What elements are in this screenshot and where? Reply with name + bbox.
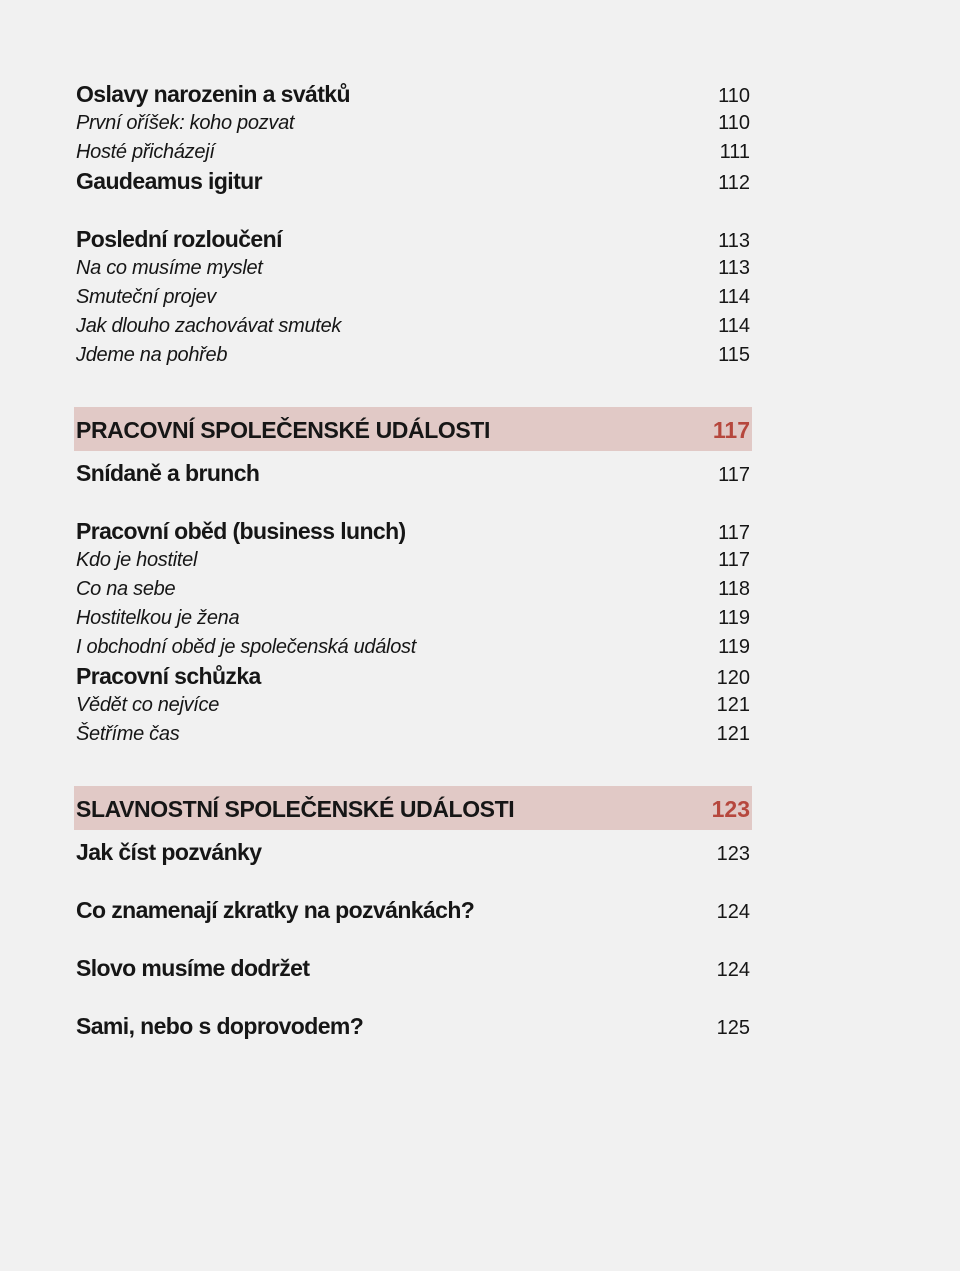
toc-page-number: 113 xyxy=(718,257,750,279)
toc-entry-subheading xyxy=(76,138,750,167)
toc-page-number: 119 xyxy=(718,607,750,629)
toc-page-number: 114 xyxy=(718,315,750,337)
section-heading xyxy=(74,786,752,830)
toc-entry-heading xyxy=(76,167,750,196)
spacer xyxy=(76,749,750,778)
toc-page-number: 123 xyxy=(716,843,750,865)
toc-page-number: 118 xyxy=(718,578,750,600)
toc-entry-subheading xyxy=(76,546,750,575)
toc-entry-heading xyxy=(76,80,750,109)
toc-page-number: 115 xyxy=(718,344,750,366)
toc-page-number: 112 xyxy=(718,172,750,194)
toc-entry-heading xyxy=(76,1012,750,1041)
toc-entry-subheading xyxy=(76,312,750,341)
section-title: SLAVNOSTNÍ SPOLEČENSKÉ UDÁLOSTI xyxy=(76,796,515,822)
toc-entry-title: Co znamenají zkratky na pozvánkách? xyxy=(76,897,475,923)
toc-entry-heading xyxy=(76,459,750,488)
section-page-number: 117 xyxy=(712,417,750,443)
toc-entry-title: Gaudeamus igitur xyxy=(76,168,262,194)
toc-entry-title: I obchodní oběd je společenská událost xyxy=(76,636,416,658)
spacer xyxy=(76,925,750,954)
section-title: PRACOVNÍ SPOLEČENSKÉ UDÁLOSTI xyxy=(76,417,490,443)
toc-entry-title: Smuteční projev xyxy=(76,286,217,308)
toc-entry-title: Hostitelkou je žena xyxy=(76,607,240,629)
toc-entry-heading xyxy=(76,896,750,925)
toc-entry-title: Sami, nebo s doprovodem? xyxy=(76,1013,364,1039)
toc-entry-title: Pracovní schůzka xyxy=(76,663,261,689)
toc-entry-subheading xyxy=(76,341,750,370)
spacer xyxy=(76,778,750,786)
toc-page-number: 119 xyxy=(718,636,750,658)
toc-entry-title: Hosté přicházejí xyxy=(76,141,215,163)
toc-page-number: 113 xyxy=(718,230,750,252)
toc-entry-title: Jdeme na pohřeb xyxy=(76,344,228,366)
toc-entry-subheading xyxy=(76,633,750,662)
toc-entry-subheading xyxy=(76,720,750,749)
toc-page-number: 110 xyxy=(718,85,750,107)
toc-entry-subheading xyxy=(76,283,750,312)
toc-page-number: 117 xyxy=(718,464,750,486)
toc-page-number: 121 xyxy=(716,694,750,716)
spacer xyxy=(76,867,750,896)
toc-entry-subheading xyxy=(76,109,750,138)
spacer xyxy=(76,488,750,517)
toc-entry-heading xyxy=(76,225,750,254)
toc-page-number: 114 xyxy=(718,286,750,308)
toc-page-number: 120 xyxy=(716,667,750,689)
spacer xyxy=(76,370,750,399)
toc-entry-title: První oříšek: koho pozvat xyxy=(76,112,295,134)
toc-entry-title: Vědět co nejvíce xyxy=(76,694,220,716)
toc-entry-subheading xyxy=(76,254,750,283)
toc-entry-subheading xyxy=(76,575,750,604)
toc-entry-subheading xyxy=(76,691,750,720)
toc-entry-title: Šetříme čas xyxy=(76,723,180,745)
spacer xyxy=(76,196,750,225)
toc-page-number: 124 xyxy=(716,959,750,981)
toc-entry-heading xyxy=(76,954,750,983)
toc-entry-title: Na co musíme myslet xyxy=(76,257,263,279)
toc-entry-title: Jak číst pozvánky xyxy=(76,839,262,865)
toc-page-number: 125 xyxy=(716,1017,750,1039)
spacer xyxy=(76,399,750,407)
toc-entry-title: Poslední rozloučení xyxy=(76,226,282,252)
toc-entry-title: Kdo je hostitel xyxy=(76,549,198,571)
toc-entry-title: Pracovní oběd (business lunch) xyxy=(76,518,406,544)
spacer xyxy=(76,983,750,1012)
toc-entry-heading xyxy=(76,662,750,691)
toc-entry-title: Co na sebe xyxy=(76,578,176,600)
toc-page-number: 110 xyxy=(718,112,750,134)
section-heading xyxy=(74,407,752,451)
toc-entry-title: Snídaně a brunch xyxy=(76,460,260,486)
toc-entry-subheading xyxy=(76,604,750,633)
section-page-number: 123 xyxy=(711,796,750,822)
toc-entry-title: Oslavy narozenin a svátků xyxy=(76,81,350,107)
toc-page-number: 117 xyxy=(718,549,750,571)
toc-entry-heading xyxy=(76,517,750,546)
toc-page-number: 121 xyxy=(716,723,750,745)
toc-entry-title: Slovo musíme dodržet xyxy=(76,955,310,981)
toc-entry-title: Jak dlouho zachovávat smutek xyxy=(76,315,342,337)
table-of-contents xyxy=(76,80,750,1041)
toc-page-number: 111 xyxy=(719,141,750,163)
toc-page-number: 124 xyxy=(716,901,750,923)
toc-page-number: 117 xyxy=(718,522,750,544)
toc-entry-heading xyxy=(76,838,750,867)
